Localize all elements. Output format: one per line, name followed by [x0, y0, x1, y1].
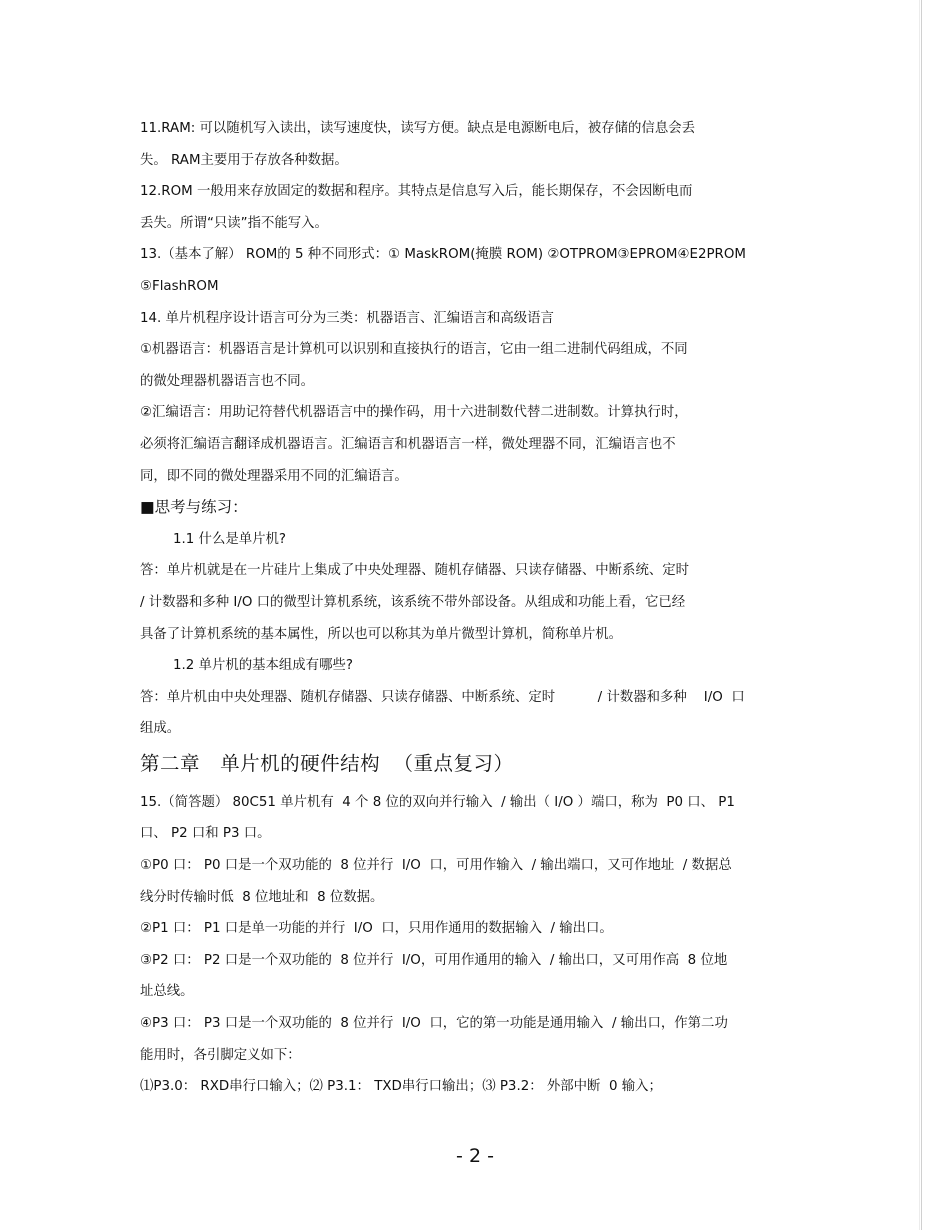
text-line: 失。 RAM主要用于存放各种数据。 [140, 152, 348, 168]
page-number: - 2 - [456, 1145, 494, 1167]
answer-line: / 计数器和多种 I/O 口的微型计算机系统，该系统不带外部设备。从组成和功能上看，它已经 [140, 594, 686, 610]
text-line: 13.（基本了解） ROM的 5 种不同形式：① MaskROM(掩膜 ROM) ②OTPROM③EPROM④E2PROM [140, 247, 746, 263]
text-line: ③P2 口： P2 口是一个双功能的 8 位并行 I/O，可用作通用的输入 / 输出口，又可用作高 8 位地 [140, 952, 728, 968]
text-line: ⑴P3.0： RXD串行口输入；⑵ P3.1： TXD串行口输出；⑶ P3.2： 外部中断 0 输入； [140, 1079, 662, 1095]
text-line: 14. 单片机程序设计语言可分为三类：机器语言、汇编语言和高级语言 [140, 310, 554, 326]
answer-line: 组成。 [140, 721, 181, 737]
text-line: 的微处理器机器语言也不同。 [140, 373, 315, 389]
text-line: 丢失。所谓“只读”指不能写入。 [140, 215, 328, 231]
text-line: ⑤FlashROM [140, 278, 219, 294]
chapter-title: 第二章 单片机的硬件结构 （重点复习） [140, 751, 514, 775]
answer-line: 具备了计算机系统的基本属性，所以也可以称其为单片微型计算机，简称单片机。 [140, 626, 623, 642]
answer-line: 答：单片机就是在一片硅片上集成了中央处理器、随机存储器、只读存储器、中断系统、定时 [140, 563, 690, 579]
text-line: ②汇编语言：用助记符替代机器语言中的操作码，用十六进制数代替二进制数。计算执行时， [140, 405, 688, 421]
question: 1.2 单片机的基本组成有哪些? [173, 658, 353, 674]
text-line: 必须将汇编语言翻译成机器语言。汇编语言和机器语言一样，微处理器不同，汇编语言也不 [140, 436, 676, 452]
question: 1.1 什么是单片机? [173, 531, 287, 547]
document-body [140, 113, 805, 1103]
section-heading: ■思考与练习： [140, 498, 248, 517]
text-line: 15.（简答题） 80C51 单片机有 4 个 8 位的双向并行输入 / 输出（ I/O ）端口，称为 P0 口、 P1 [140, 794, 735, 810]
text-line: 同，即不同的微处理器采用不同的汇编语言。 [140, 468, 408, 484]
answer-line: 答：单片机由中央处理器、随机存储器、只读存储器、中断系统、定时 / 计数器和多种 I/O 口 [140, 689, 745, 705]
text-line: 12.ROM 一般用来存放固定的数据和程序。其特点是信息写入后，能长期保存，不会因断电而 [140, 184, 693, 200]
page-edge [921, 0, 922, 1230]
text-line: ④P3 口： P3 口是一个双功能的 8 位并行 I/O 口，它的第一功能是通用输入 / 输出口，作第二功 [140, 1016, 728, 1032]
text-line: ①机器语言：机器语言是计算机可以识别和直接执行的语言，它由一组二进制代码组成，不同 [140, 342, 688, 358]
text-line: ①P0 口： P0 口是一个双功能的 8 位并行 I/O 口，可用作输入 / 输出端口，又可作地址 / 数据总 [140, 858, 732, 874]
text-line: 口、 P2 口和 P3 口。 [140, 826, 271, 842]
text-line: 线分时传输时低 8 位地址和 8 位数据。 [140, 889, 384, 905]
text-line: 能用时，各引脚定义如下： [140, 1047, 301, 1063]
text-line: ②P1 口： P1 口是单一功能的并行 I/O 口，只用作通用的数据输入 / 输出口。 [140, 921, 613, 937]
page-edge-shadow [919, 0, 920, 1230]
text-line: 11.RAM: 可以随机写入读出，读写速度快，读写方便。缺点是电源断电后，被存储的信息会丢 [140, 121, 695, 136]
text-line: 址总线。 [140, 984, 194, 1000]
